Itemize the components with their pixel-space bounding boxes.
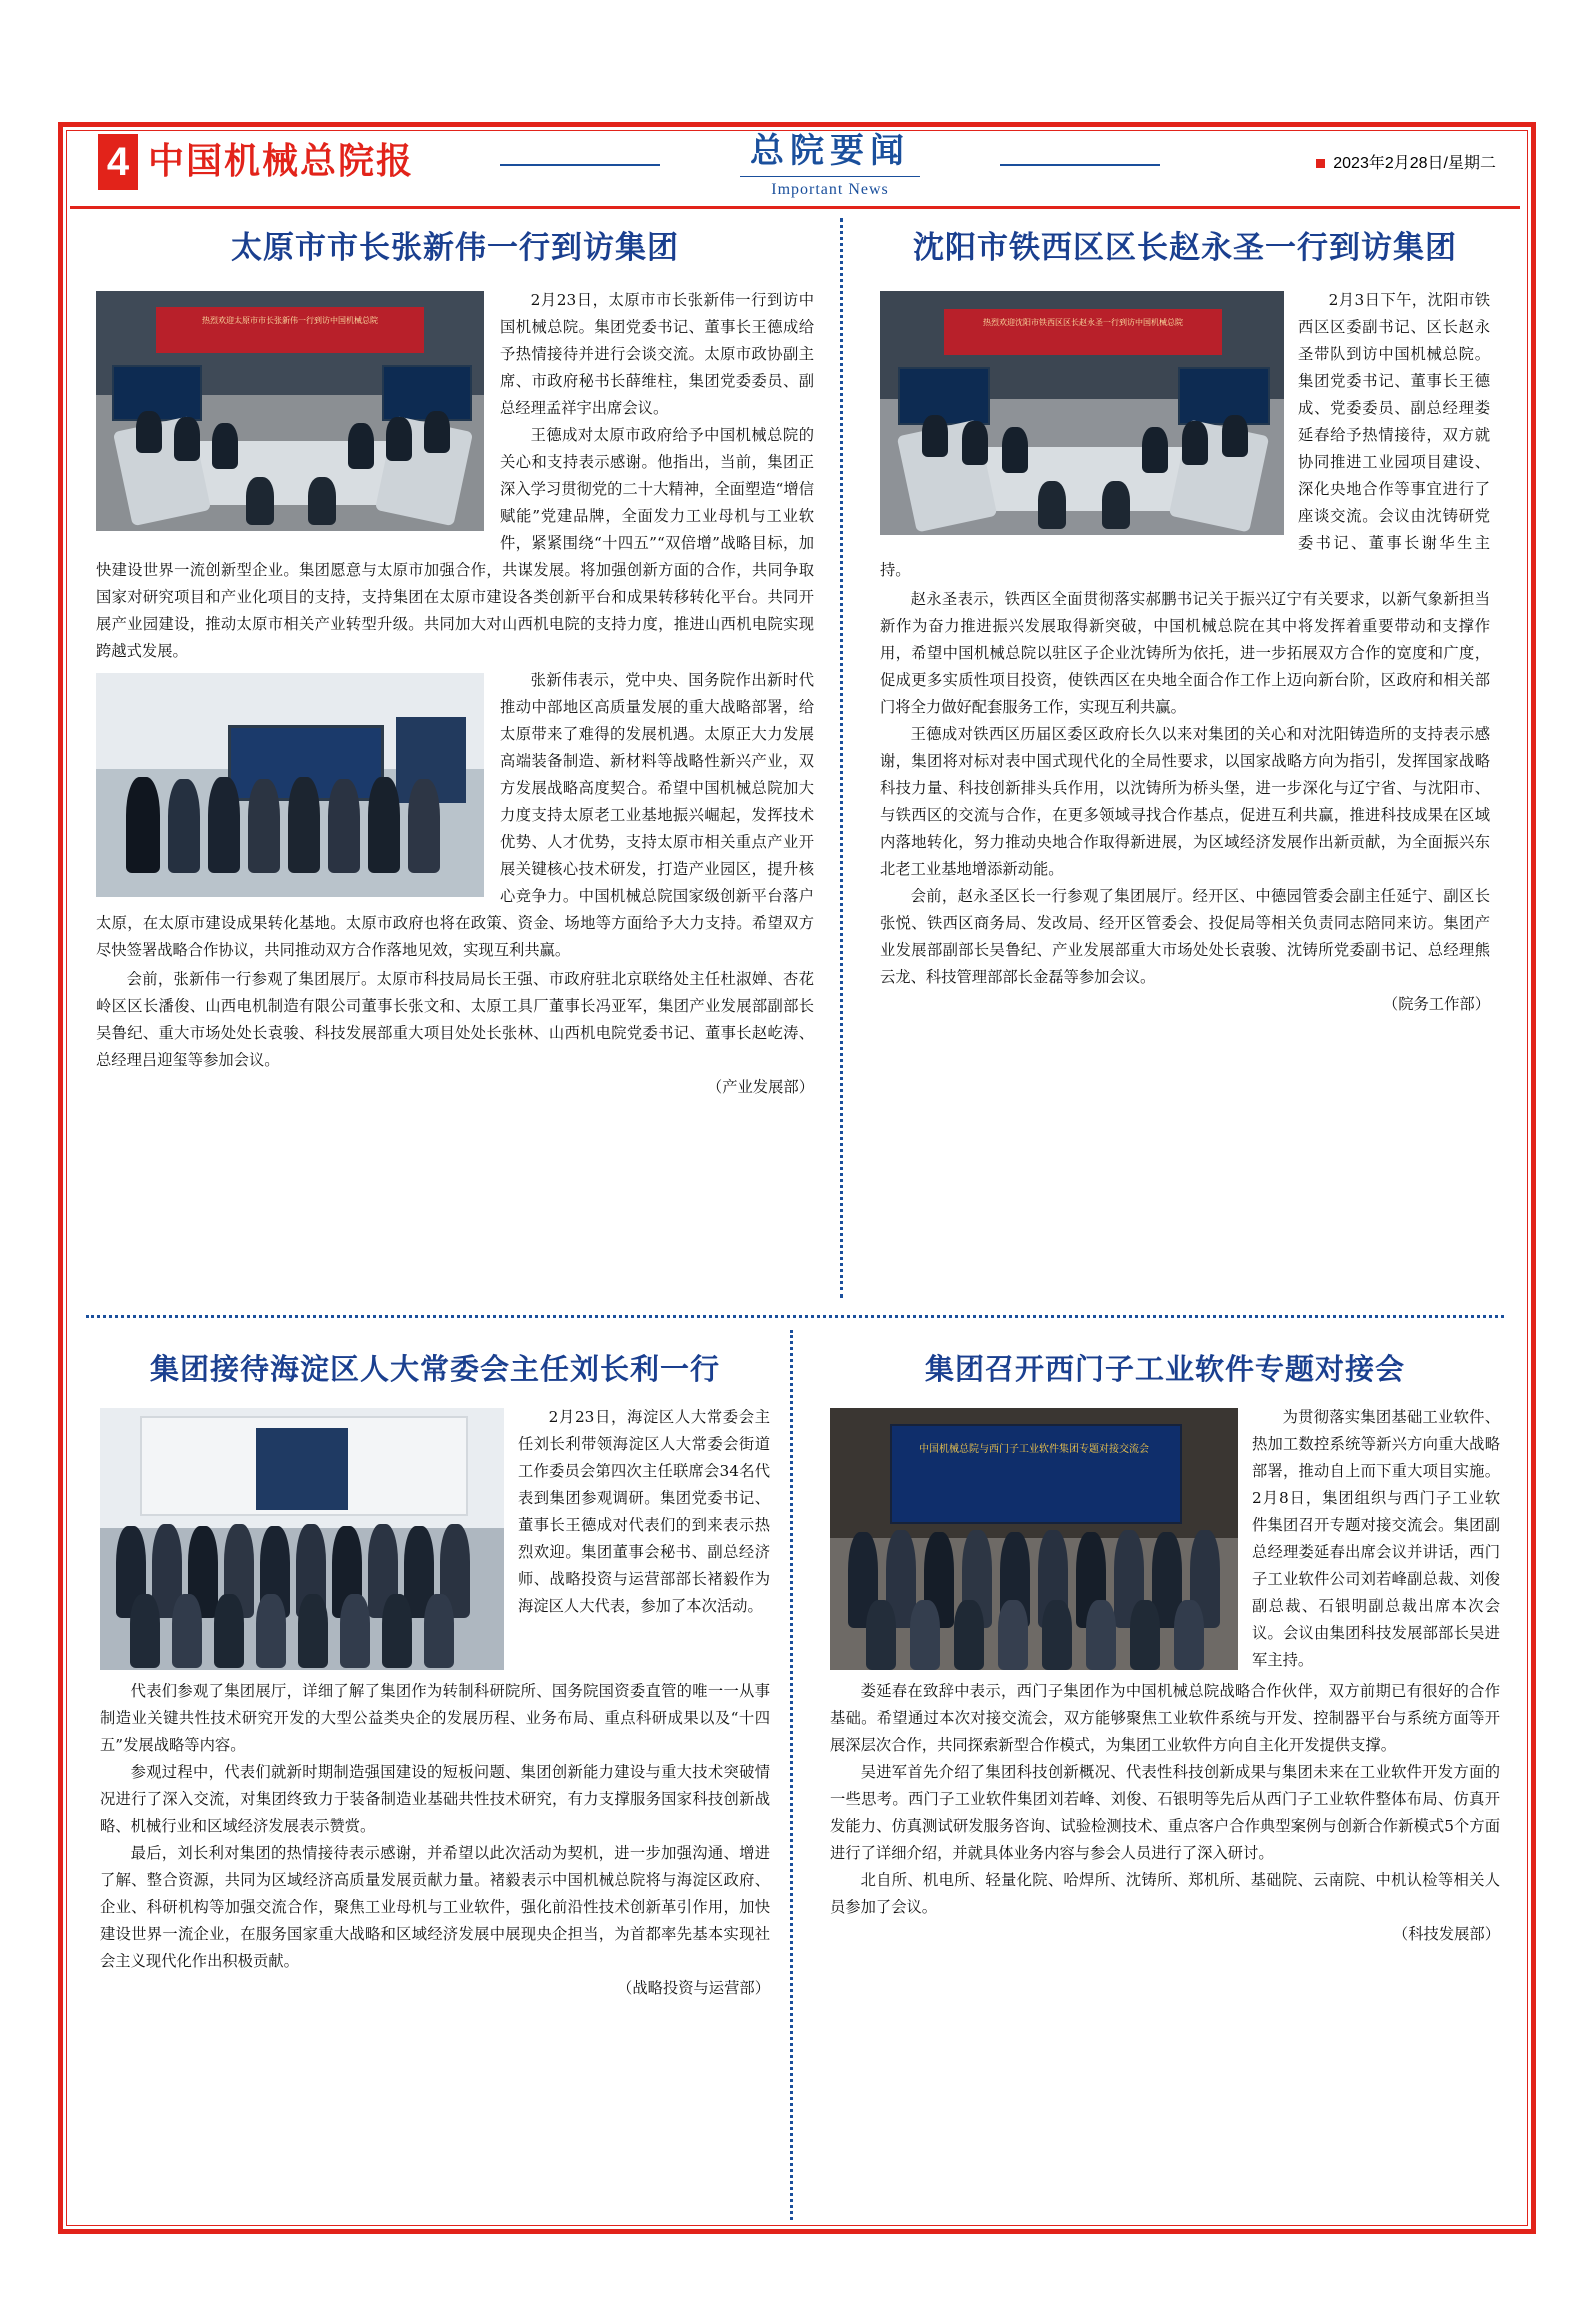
photo-banner-text: 热烈欢迎沈阳市铁西区区长赵永圣一行到访中国机械总院 [944,309,1222,355]
paragraph: 最后，刘长利对集团的热情接待表示感谢，并希望以此次活动为契机，进一步加强沟通、增进了解、整合资源，共同为区域经济高质量发展贡献力量。褚毅表示中国机械总院将与海淀区政府、企业、科研机构等加强交流合作，聚焦工业母机与工业软件，强化前沿性技术创新革引作用，加快建设世界一流企业，在服务国家重大战略和区域经济发展中展现央企担当，为首都率先基本实现社会主义现代化作出积极贡献。 [100,1844,770,1971]
paragraph: 2月23日，海淀区人大常委会主任刘长利带领海淀区人大常委会街道工作委员会第四次主任联席会34名代表到集团参观调研。集团党委书记、董事长王德成对代表们的到来表示热烈欢迎。集团董事会秘书、副总经济师、战略投资与运营部部长褚毅作为海淀区人大代表，参加了本次活动。 [518,1408,770,1616]
masthead-separator [70,206,1520,209]
article-title: 沈阳市铁西区区长赵永圣一行到访集团 [913,230,1457,266]
article-photo-group [100,1408,504,1670]
article-title: 集团召开西门子工业软件专题对接会 [924,1352,1405,1386]
paragraph: 为贯彻落实集团基础工业软件、热加工数控系统等新兴方向重大战略部署，推动自上而下重大项目实施。2月8日，集团组织与西门子工业软件集团召开专题对接交流会。集团副总经理娄延春出席会议并讲话，西门子工业软件公司刘若峰副总裁、刘俊副总裁、石银明副总裁出席本次会议。会议由集团科技发展部部长吴进军主持。 [1252,1408,1500,1670]
paragraph: 娄延春在致辞中表示，西门子集团作为中国机械总院战略合作伙伴，双方前期已有很好的合作基础。希望通过本次对接交流会，双方能够聚焦工业软件系统与开发、控制器平台与系统方面等开展深层次合作，共同探索新型合作模式，为集团工业软件方向自主化开发提供支撑。 [830,1682,1500,1755]
article-haidian [100,1350,770,2002]
page-number: 4 [98,134,138,190]
paragraph: 会前，张新伟一行参观了集团展厅。太原市科技局局长王强、市政府驻北京联络处主任杜淑婵、杏花岭区区长潘俊、山西电机制造有限公司董事长张文和、太原工具厂董事长冯亚军，集团产业发展部副部长吴鲁纪、重大市场处处长袁骏、科技发展部重大项目处处长张林、山西机电院党委书记、董事长赵屹涛、总经理吕迎玺等参加会议。 [96,969,814,1069]
paragraph: 吴进军首先介绍了集团科技创新概况、代表性科技创新成果与集团未来在工业软件开发方面的一些思考。西门子工业软件集团刘若峰、刘俊、石银明等先后从西门子工业软件整体布局、仿真开发能力、仿真测试研发服务咨询、试验检测技术、重点客户合作典型案例与创新合作新模式5个方面进行了详细介绍，并就具体业务内容与参会人员进行了深入研讨。 [830,1763,1500,1863]
paragraph: 王德成对铁西区历届区委区政府长久以来对集团的关心和对沈阳铸造所的支持表示感谢，集团将对标对表中国式现代化的全局性要求，以国家战略方向为指引，发挥国家战略科技力量、科技创新排头兵作用，以沈铸所为桥头堡，进一步深化与辽宁省、与沈阳市、与铁西区的交流与合作，在更多领域寻找合作基点，促进互利共赢，推进科技成果在区域内落地转化，努力推动央地合作取得新进展，为区域经济发展作出新贡献，为全面振兴东北老工业基地增添新动能。 [880,724,1490,878]
paragraph: 会前，赵永圣区长一行参观了集团展厅。经开区、中德园管委会副主任延宁、副区长张悦、铁西区商务局、发改局、经开区管委会、投促局等相关负责同志陪同来访。集团产业发展部副部长吴鲁纪、产业发展部重大市场处处长袁骏、沈铸所党委副书记、总经理熊云龙、科技管理部部长金磊等参加会议。 [880,886,1490,986]
article-photo-meeting [880,291,1284,535]
paragraph: 2月23日，太原市市长张新伟一行到访中国机械总院。集团党委书记、董事长王德成给予热情接待并进行会谈交流。太原市政协副主席、市政府秘书长薛维柱，集团党委委员、副总经理孟祥宇出席会议。 [500,290,814,417]
article-body-part3 [96,966,814,1101]
article-taiyuan [96,228,814,1101]
paragraph: 北自所、机电所、轻量化院、哈焊所、沈铸所、郑机所、基础院、云南院、中机认检等相关人员参加了会议。 [830,1871,1500,1917]
photo-banner-text: 中国机械总院与西门子工业软件集团专题对接交流会 [919,1444,1149,1456]
article-byline: （科技发展部） [1392,1925,1500,1944]
section-header [680,128,980,201]
section-title-en: Important News [771,181,889,198]
masthead [70,128,1520,206]
paragraph: 2月3日下午，沈阳市铁西区区委副书记、区长赵永圣带队到访中国机械总院。集团党委书记、董事长王德成、党委委员、副总经理娄延春给予热情接待，双方就协同推进工业园项目建设、深化央地合作等事宜进行了座谈交流。会议由沈铸研党委书记、董事长谢华生主持。 [880,290,1490,579]
publication-title: 中国机械总院报 [148,141,415,182]
article-byline: （产业发展部） [706,1077,814,1096]
article-body-part2 [880,586,1490,1018]
issue-date-text: 2023年2月28日/星期二 [1333,155,1496,172]
paragraph: 代表们参观了集团展厅，详细了解了集团作为转制科研院所、国务院国资委直管的唯一一从事制造业关键共性技术研究开发的大型公益类央企的发展历程、业务布局、重点科研成果以及“十四五”发展战略等内容。 [100,1682,770,1755]
issue-date [1316,150,1496,173]
article-shenyang [880,228,1490,1018]
red-square-icon [1316,159,1325,168]
column-separator-bottom [790,1330,793,2220]
article-photo-conference [830,1408,1238,1670]
article-siemens [830,1350,1500,1948]
row-separator [86,1315,1504,1318]
section-divider [740,176,920,177]
article-title: 集团接待海淀区人大常委会主任刘长利一行 [149,1352,720,1386]
photo-banner-text: 热烈欢迎太原市市长张新伟一行到访中国机械总院 [156,307,424,353]
article-body-part2 [830,1678,1500,1948]
column-separator-top [840,218,843,1298]
section-title-cn: 总院要闻 [750,131,910,171]
paragraph: 张新伟表示，党中央、国务院作出新时代推动中部地区高质量发展的重大战略部署，给太原带来了难得的发展机遇。太原正大力发展高端装备制造、新材料等战略性新兴产业，双方发展战略高度契合。希望中国机械总院加大力度支持太原老工业基地振兴崛起，发挥技术优势、人才优势，支持太原市相关重点产业开展关键核心技术研发，打造产业园区，提升核心竞争力。中国机械总院国家级创新平台落户太原，在太原市建设成果转化基地。太原市政府也将在政策、资金、场地等方面给予大力支持。希望双方尽快签署战略合作协议，共同推动双方合作落地见效，实现互利共赢。 [96,670,814,959]
paragraph: 参观过程中，代表们就新时期制造强国建设的短板问题、集团创新能力建设与重大技术突破情况进行了深入交流，对集团终致力于装备制造业基础共性技术研究，有力支撑服务国家科技创新战略、机械行业和区域经济发展表示赞赏。 [100,1763,770,1836]
paragraph: 赵永圣表示，铁西区全面贯彻落实郝鹏书记关于振兴辽宁有关要求，以新气象新担当新作为奋力推进振兴发展取得新突破，中国机械总院在其中将发挥着重要带动和支撑作用，希望中国机械总院以驻区子企业沈铸所为依托，进一步拓展双方合作的宽度和广度，促成更多实质性项目投资，使铁西区在央地全面合作工作上迈向新台阶，区政府和相关部门将全力做好配套服务工作，实现互利共赢。 [880,589,1490,716]
article-byline: （院务工作部） [1382,994,1490,1013]
masthead-rule-left [500,164,660,166]
masthead-rule-right [1000,164,1160,166]
article-body-part2 [100,1678,770,2002]
article-byline: （战略投资与运营部） [617,1979,770,1998]
article-title: 太原市市长张新伟一行到访集团 [231,230,679,266]
article-photo-meeting [96,291,484,531]
paragraph: 王德成对太原市政府给予中国机械总院的关心和支持表示感谢。他指出，当前，集团正深入学习贯彻党的二十大精神，全面塑造“增信赋能”党建品牌，全面发力工业母机与工业软件，紧紧围绕“十四五”“双倍增”战略目标，加快建设世界一流创新型企业。集团愿意与太原市加强合作，共谋发展。将加强创新方面的合作，共同争取国家对研究项目和产业化项目的支持，支持集团在太原市建设各类创新平台和成果转移转化平台。共同开展产业园建设，推动太原市相关产业转型升级。共同加大对山西机电院的支持力度，推进山西机电院实现跨越式发展。 [96,425,814,660]
article-photo-exhibition [96,673,484,897]
